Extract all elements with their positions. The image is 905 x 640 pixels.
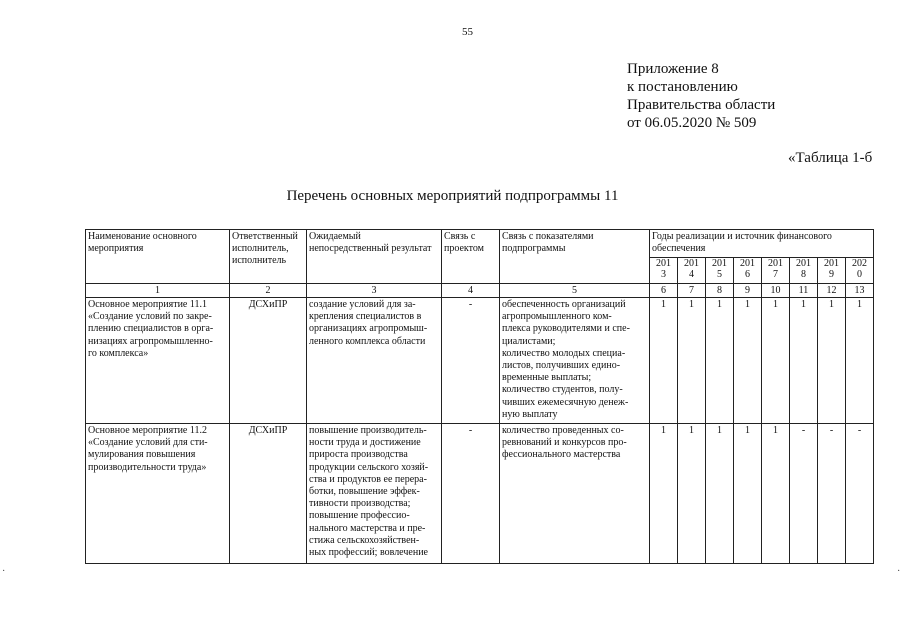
col-number: 5 <box>500 284 650 298</box>
col-number: 10 <box>762 284 790 298</box>
header-years-group: Годы реализации и источник финансового обеспечения <box>650 230 874 258</box>
year-cell: 201 9 <box>818 258 846 284</box>
measure-project: - <box>442 298 500 424</box>
table-note: «Таблица 1-б <box>788 150 873 166</box>
appendix-line: к постановлению <box>627 79 738 95</box>
measure-executor: ДСХиПР <box>230 424 307 564</box>
year-value: 1 <box>650 298 678 424</box>
header-indicators: Связь с показателями подпрограммы <box>500 230 650 284</box>
year-value: 1 <box>846 298 874 424</box>
year-cell: 202 0 <box>846 258 874 284</box>
scan-margin-mark: · <box>2 566 7 577</box>
year-value: 1 <box>706 298 734 424</box>
measure-project: - <box>442 424 500 564</box>
col-number: 7 <box>678 284 706 298</box>
year-cell: 201 3 <box>650 258 678 284</box>
header-name: Наименование основного мероприятия <box>86 230 230 284</box>
measure-executor: ДСХиПР <box>230 298 307 424</box>
col-number: 2 <box>230 284 307 298</box>
measure-indicators: обеспеченность организаций агропромышленного ком- плекса руководителями и спе- циалистами; количество молодых специа- листов, получивших едино- временные выплаты; количество студентов, полу- чивших ежемесячную денеж- ную выплату <box>500 298 650 424</box>
table-row <box>86 424 874 564</box>
year-value: 1 <box>790 298 818 424</box>
measure-result: повышение производитель- ности труда и достижение прироста производства продукции сельского хозяй- ства и продуктов ее перера- ботки, повышение эффек- тивности производства; повышение профессио- нального мастерства и пре- стижа сельскохозяйствен- ных профессий; вовлечение <box>307 424 442 564</box>
header-project: Связь с проектом <box>442 230 500 284</box>
measure-name: Основное мероприятие 11.1 «Создание условий по закре- плению специалистов в орга- низациях агропромышленно- го комплекса» <box>86 298 230 424</box>
header-executor: Ответственный исполнитель, исполнитель <box>230 230 307 284</box>
year-value: 1 <box>706 424 734 564</box>
col-number: 11 <box>790 284 818 298</box>
col-number: 12 <box>818 284 846 298</box>
appendix-line: от 06.05.2020 № 509 <box>627 115 757 131</box>
measure-indicators: количество проведенных со- ревнований и конкурсов про- фессионального мастерства <box>500 424 650 564</box>
scan-margin-mark: · <box>897 566 902 577</box>
col-number: 3 <box>307 284 442 298</box>
year-cell: 201 4 <box>678 258 706 284</box>
year-value: - <box>846 424 874 564</box>
appendix-line: Приложение 8 <box>627 61 719 77</box>
year-value: 1 <box>678 298 706 424</box>
table-row <box>86 298 874 424</box>
year-value: 1 <box>678 424 706 564</box>
year-value: 1 <box>734 298 762 424</box>
document-title: Перечень основных мероприятий подпрограммы 11 <box>286 188 619 204</box>
year-value: - <box>790 424 818 564</box>
col-number: 4 <box>442 284 500 298</box>
year-cell: 201 8 <box>790 258 818 284</box>
appendix-line: Правительства области <box>627 97 776 113</box>
year-value: - <box>818 424 846 564</box>
year-value: 1 <box>762 424 790 564</box>
measure-name: Основное мероприятие 11.2 «Создание условий для сти- мулирования повышения производительности труда» <box>86 424 230 564</box>
appendix-header <box>627 60 775 132</box>
year-cell: 201 7 <box>762 258 790 284</box>
year-value: 1 <box>650 424 678 564</box>
col-number: 13 <box>846 284 874 298</box>
column-numbers-row <box>86 284 874 298</box>
col-number: 9 <box>734 284 762 298</box>
measure-result: создание условий для за- крепления специалистов в организациях агропромыш- ленного комплекса области <box>307 298 442 424</box>
page-number: 55 <box>462 26 473 38</box>
measures-table <box>85 229 874 564</box>
col-number: 1 <box>86 284 230 298</box>
year-value: 1 <box>734 424 762 564</box>
year-cell: 201 5 <box>706 258 734 284</box>
col-number: 8 <box>706 284 734 298</box>
header-result: Ожидаемый непосредственный результат <box>307 230 442 284</box>
year-value: 1 <box>818 298 846 424</box>
year-cell: 201 6 <box>734 258 762 284</box>
col-number: 6 <box>650 284 678 298</box>
year-value: 1 <box>762 298 790 424</box>
